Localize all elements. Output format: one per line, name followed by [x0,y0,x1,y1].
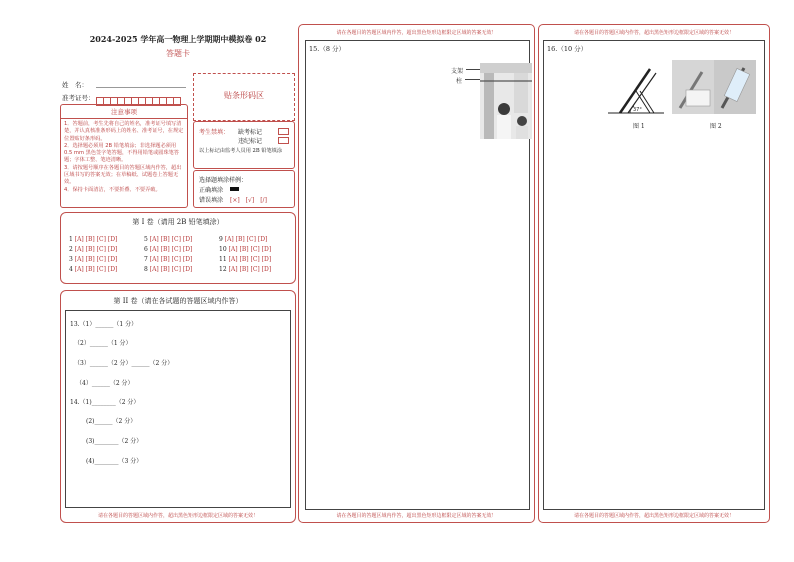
fig2-caption: 图 2 [710,123,722,130]
notice-item: 3．请按题号顺序在各题目的答题区域内作答，超出区域书写的答案无效；在草稿纸、试题卷上答题无效。 [64,164,182,186]
notice-list [61,119,187,196]
choice-row[interactable]: 1 [A] [B] [C] [D] [69,236,118,243]
notice-item: 1．答题前，考生先将自己的姓名，准考证号填写清楚，并认真核准条形码上的姓名、准考证号，在规定位置贴好条形码。 [64,121,184,142]
notice-title: 注意事项 [61,107,187,119]
q13-line3[interactable]: （3）______（2 分）______（2 分） [74,360,174,367]
part1-title: 第 I 卷（请用 2B 铅笔填涂） [132,218,224,226]
choice-row[interactable]: 11 [A] [B] [C] [D] [219,256,272,263]
q16-figure1 [606,61,666,117]
name-label: 姓 名： [62,81,88,89]
q15-frame [298,24,535,523]
violation-mark-label: 违纪标记 [238,138,263,145]
q14-line4[interactable]: (4)________（3 分） [86,458,143,465]
angle-label: 37° [633,107,642,113]
barcode-label: 贴条形码区 [224,91,264,100]
q13-line2[interactable]: （2）______（1 分） [74,340,132,347]
fig1-caption: 图 1 [633,123,645,130]
page-title: 2024-2025 学年高一物理上学期期中模拟卷 02 [89,34,267,44]
part1-col3 [219,235,271,275]
q16-label: 16.（10 分） [547,45,588,53]
q14-line2[interactable]: (2)______（2 分） [86,418,137,425]
q15-label: 15.（8 分） [309,45,346,53]
fig-support-leader [466,69,480,70]
wrong-fill-label: 错误填涂 [199,197,224,204]
choice-row[interactable]: 8 [A] [B] [C] [D] [144,266,193,273]
choice-row[interactable]: 10 [A] [B] [C] [D] [219,246,272,253]
col2-top-warning: 请在各题目的答题区域内作答，超出黑色矩形边框限定区域的答案无效！ [336,30,497,36]
notice-box [60,104,188,208]
part1-col2 [144,235,192,275]
exam-id-label: 准考证号： [62,94,95,102]
choice-row[interactable]: 4 [A] [B] [C] [D] [69,266,118,273]
part2-title: 第 II 卷（请在各试题的答题区域内作答） [113,297,243,305]
q15-photo [480,63,532,139]
col1-warning: 请在各题目的答题区域内作答，超出黑色矩形边框限定区域的答案无效！ [97,513,258,519]
q15-answer-area[interactable] [305,40,530,510]
col3-bottom-warning: 请在各题目的答题区域内作答，超出黑色矩形边框限定区域的答案无效！ [573,513,734,519]
fill-example-box [193,170,295,208]
choice-row[interactable]: 5 [A] [B] [C] [D] [144,236,193,243]
fig-column-leader [465,79,480,80]
q16-figure2-photo [672,60,756,114]
q14-line3[interactable]: (3)________（2 分） [86,438,143,445]
correct-fill-label: 正确填涂 [199,187,224,194]
violation-mark-box[interactable] [278,137,289,144]
answer-card-subtitle: 答题卡 [166,49,190,58]
absent-mark-label: 缺考标记 [238,129,263,136]
choice-row[interactable]: 7 [A] [B] [C] [D] [144,256,193,263]
part2-box [60,290,296,523]
choice-row[interactable]: 12 [A] [B] [C] [D] [219,266,272,273]
fig-support-label: 支架 [451,68,464,75]
notice-item: 2．选择题必须用 2B 铅笔填涂；非选择题必须用 0.5 mm 黑色签字笔答题，不得用铅笔或圆珠笔答题；字体工整、笔迹清晰。 [64,142,180,164]
fill-example-title: 选择题填涂样例： [199,177,248,184]
exam-status-note: 以上标记由监考人员用 2B 铅笔填涂 [199,148,283,154]
exam-status-box [193,121,295,169]
part1-box [60,212,296,284]
choice-row[interactable]: 3 [A] [B] [C] [D] [69,256,118,263]
col2-bottom-warning: 请在各题目的答题区域内作答，超出黑色矩形边框限定区域的答案无效！ [336,513,497,519]
notice-item: 4．保持卡面清洁，不要折叠、不要弄破。 [64,186,161,193]
absent-mark-box[interactable] [278,128,289,135]
part2-answer-area[interactable] [65,310,291,508]
part1-col1 [69,235,117,275]
name-line[interactable] [96,87,186,88]
barcode-area [193,73,295,121]
choice-row[interactable]: 2 [A] [B] [C] [D] [69,246,118,253]
fig-column-label: 柱 [456,78,463,85]
q13-line4[interactable]: （4）______（2 分） [76,380,134,387]
choice-row[interactable]: 6 [A] [B] [C] [D] [144,246,193,253]
wrong-fill-samples: [×] [√] [/] [230,197,267,204]
q16-frame [538,24,770,523]
exam-status-label: 考生禁填： [199,129,230,136]
col3-top-warning: 请在各题目的答题区域内作答，超出黑色矩形边框限定区域的答案无效！ [573,30,734,36]
q14-line1[interactable]: 14.（1)________（2 分） [70,399,140,406]
correct-fill-sample [230,187,239,191]
q13-line1[interactable]: 13.（1）______（1 分） [70,321,138,328]
choice-row[interactable]: 9 [A] [B] [C] [D] [219,236,268,243]
q16-answer-area[interactable] [543,40,765,510]
